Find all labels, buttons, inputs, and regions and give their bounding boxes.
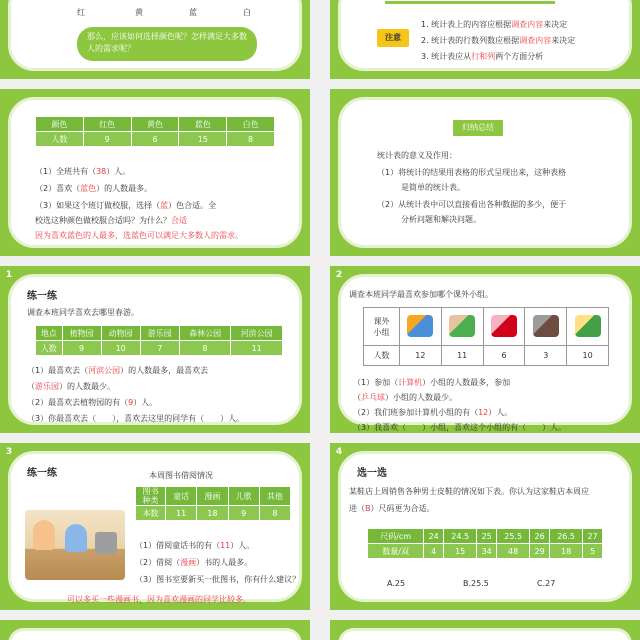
- summary-title: 归纳总结: [462, 123, 494, 132]
- note-badge: [377, 29, 409, 47]
- summary-title-badge: [453, 120, 503, 136]
- exercise-intro: 调查本班同学喜欢去哪里春游。: [27, 308, 139, 317]
- library-table: [135, 486, 291, 521]
- question-1b: （游乐园）的人数最少。: [27, 382, 115, 391]
- slide-practice-1: [0, 266, 310, 433]
- note-rule-2: 2. 统计表的行数列数应根据调查内容来决定: [421, 36, 576, 45]
- club-label-cell: 课外 小组: [364, 308, 400, 346]
- choose-question: [349, 486, 589, 514]
- club-pingpong-picture: [441, 308, 483, 346]
- note-rule-1: 1. 统计表上的内容应根据调查内容来决定: [421, 20, 568, 29]
- table-row: 人数 9 6 15 8: [36, 132, 275, 147]
- table-row: 本数 11 18 9 8: [136, 506, 291, 521]
- club-sports-picture: [567, 308, 609, 346]
- color-blue-label: 蓝: [189, 8, 197, 17]
- note-rules: [421, 19, 575, 62]
- question-1a: （1）最喜欢去（河滨公园）的人数最多，最喜欢去: [27, 366, 209, 375]
- question-3: （3）你最喜欢去（ ），喜欢去这里的同学有（ ）人。: [27, 414, 245, 423]
- question-3: （3）我喜欢（ ）小组，喜欢这个小组的有（ ）人。: [353, 423, 567, 432]
- question-1b: （乒乓球）小组的人数最少。: [353, 393, 457, 402]
- table-row: 颜色 红色 黄色 蓝色 白色: [36, 117, 275, 132]
- option-a[interactable]: A.25: [387, 579, 406, 588]
- choose-question-line-1: 某鞋店上周销售各种男士皮鞋的情况如下表。你认为这家鞋店本周应: [349, 487, 589, 496]
- table-row: 图书 种类 童话 漫画 儿歌 其他: [136, 487, 291, 506]
- slide-practice-2: [330, 266, 640, 433]
- question-2: （2）借阅（漫画）书的人最多。: [135, 558, 253, 567]
- exercise-heading: 选一选: [357, 468, 387, 479]
- slide-notes: [330, 0, 640, 79]
- library-table-title: 本周图书借阅情况: [149, 471, 213, 480]
- summary-point-2-cont: 分析问题和解决问题。: [401, 215, 481, 224]
- question-2: （2）我们班参加计算机小组的有（12）人。: [353, 408, 513, 417]
- practice-1-questions: [27, 365, 244, 424]
- choose-question-line-2: 进（B）尺码更为合适。: [349, 504, 435, 513]
- exercise-number: 3: [0, 443, 18, 461]
- shoe-size-table: [367, 528, 603, 559]
- question-3: （3）图书室要新买一批图书，你有什么建议？: [135, 575, 301, 584]
- question-1: （1）全班共有（38）人。: [35, 167, 131, 176]
- club-science-picture: [525, 308, 567, 346]
- question-3a: （3）如果这个班订做校服，选择（蓝）色合适。全: [35, 201, 217, 210]
- note-rule-3: 3. 统计表应从行和列两个方面分析: [421, 52, 544, 61]
- club-table: [363, 307, 609, 366]
- slide-choose: [330, 443, 640, 610]
- summary-point-1-cont: 是简单的统计表。: [401, 183, 465, 192]
- color-stats-table: [35, 116, 275, 147]
- question-3-answer: 因为喜欢蓝色的人最多，选蓝色可以满足大多数人的需求。: [35, 231, 243, 240]
- bubble-text: 那么，应该如何选择颜色呢？怎样满足大多数人的需求呢？: [87, 32, 247, 53]
- top-divider: [385, 1, 555, 4]
- question-3b: 校选这种颜色做校服合适吗？为什么？合适: [35, 216, 187, 225]
- table-row: 尺码/cm 24 24.5 25 25.5 26 26.5 27: [368, 529, 603, 544]
- question-2: （2）最喜欢去植物园的有（9）人。: [27, 398, 158, 407]
- exercise-number: 4: [330, 443, 348, 461]
- summary-body: [377, 150, 566, 225]
- option-b[interactable]: B.25.5: [463, 579, 489, 588]
- slide-color-question: [0, 0, 310, 79]
- slide-next-right: [330, 620, 640, 640]
- color-white-label: 白: [243, 8, 251, 17]
- question-2: （2）喜欢（蓝色）的人数最多。: [35, 184, 153, 193]
- library-illustration: [25, 510, 125, 580]
- exercise-heading: 练一练: [27, 291, 57, 302]
- club-computer-picture: [400, 308, 442, 346]
- color-questions: [35, 166, 243, 241]
- exercise-intro: 调查本班同学最喜欢参加哪个课外小组。: [349, 290, 493, 299]
- summary-point-1: （1）将统计的结果用表格的形式呈现出来，这种表格: [377, 168, 567, 177]
- table-row: 人数 12 11 6 3 10: [364, 346, 609, 366]
- question-1a: （1）参加（计算机）小组的人数最多，参加: [353, 378, 511, 387]
- exercise-number: 2: [330, 266, 348, 284]
- slide-color-table: [0, 89, 310, 256]
- option-c[interactable]: C.27: [537, 579, 556, 588]
- color-yellow-label: 黄: [135, 8, 143, 17]
- club-dance-picture: [483, 308, 525, 346]
- question-bubble: [77, 27, 257, 61]
- table-row: [364, 308, 609, 346]
- slide-next-left: [0, 620, 310, 640]
- summary-intro: 统计表的意义及作用：: [377, 151, 457, 160]
- question-3-answer: 可以多买一些漫画书，因为喜欢漫画的同学比较多。: [67, 595, 251, 604]
- summary-point-2: （2）从统计表中可以直接看出各种数据的多少，便于: [377, 200, 567, 209]
- table-row: 数量/双 4 15 34 48 29 18 5: [368, 544, 603, 559]
- slide-practice-3: [0, 443, 310, 610]
- note-badge-label: 注意: [385, 33, 401, 42]
- table-row: 地点 植物园 动物园 游乐园 森林公园 河滨公园: [36, 326, 283, 341]
- practice-3-questions: [135, 540, 300, 585]
- practice-2-questions: [353, 377, 566, 433]
- slide-summary: [330, 89, 640, 256]
- exercise-number: 1: [0, 266, 18, 284]
- color-red-label: 红: [77, 8, 85, 17]
- exercise-heading: 练一练: [27, 468, 57, 479]
- spring-trip-table: [35, 325, 283, 356]
- question-1: （1）借阅童话书的有（11）人。: [135, 541, 255, 550]
- table-row: 人数 9 10 7 8 11: [36, 341, 283, 356]
